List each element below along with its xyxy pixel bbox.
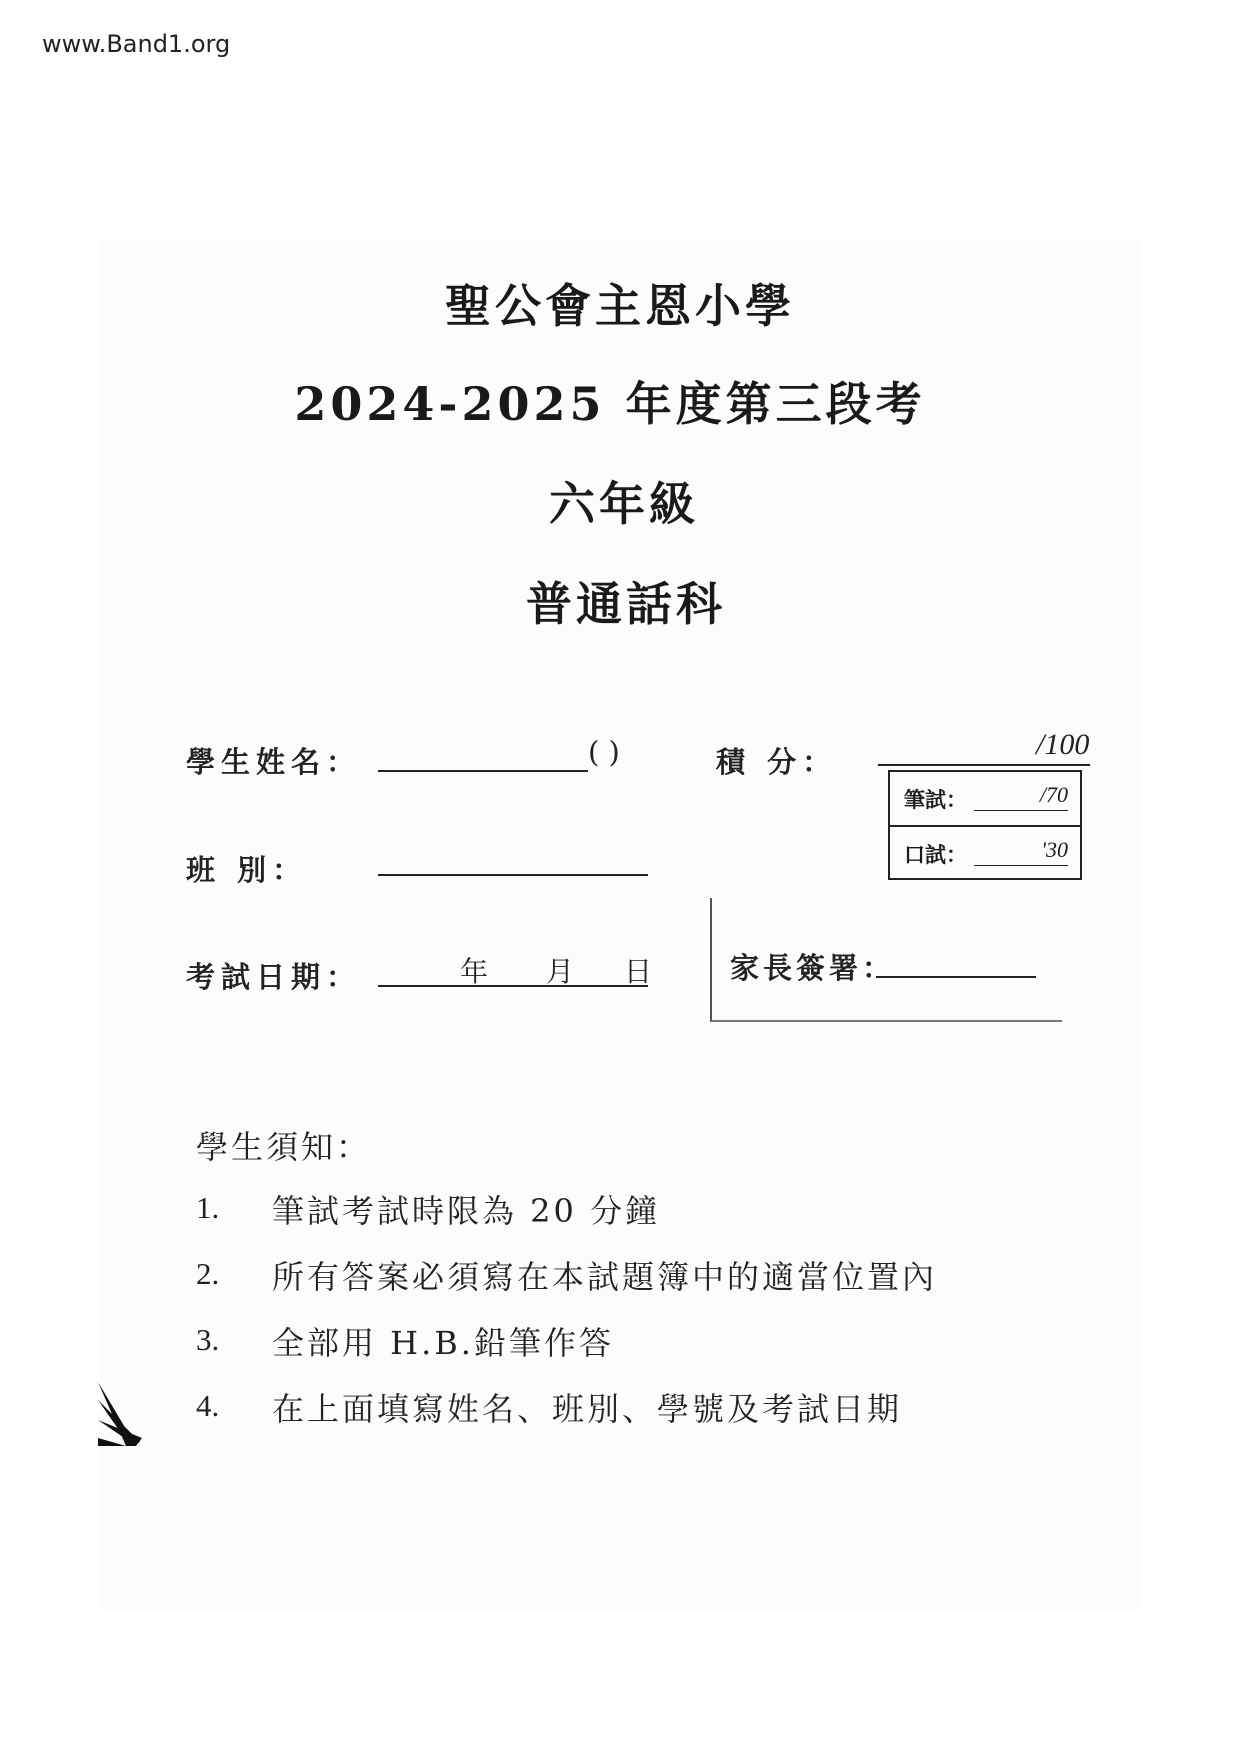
exam-title: 2024-2025 年度第三段考 xyxy=(294,377,926,431)
seat-number-parens: ( ) xyxy=(588,735,620,769)
instruction-item: 筆試考試時限為 20 分鐘 xyxy=(272,1192,661,1230)
written-score-row xyxy=(890,772,1080,824)
instruction-item: 所有答案必須寫在本試題簿中的適當位置內 xyxy=(272,1258,938,1296)
score-label: 積 分： xyxy=(716,745,838,779)
written-score-line[interactable] xyxy=(974,810,1068,811)
student-name-line[interactable] xyxy=(378,770,588,772)
instruction-item: 在上面填寫姓名、班別、學號及考試日期 xyxy=(272,1390,903,1428)
date-day: 日 xyxy=(624,955,653,988)
exam-date-label: 考試日期： xyxy=(186,960,362,994)
oral-score-row xyxy=(890,825,1080,879)
instruction-item: 全部用 H.B.鉛筆作答 xyxy=(272,1324,614,1362)
class-label: 班 別： xyxy=(186,853,308,887)
instruction-number: 4. xyxy=(196,1388,220,1423)
instructions-heading: 學生須知： xyxy=(196,1128,372,1166)
score-total: /100 xyxy=(1036,728,1090,761)
written-total: /70 xyxy=(1039,782,1068,807)
written-label: 筆試： xyxy=(904,787,967,812)
class-line[interactable] xyxy=(378,874,648,876)
date-year: 年 xyxy=(460,955,489,988)
score-breakdown-box xyxy=(888,770,1082,880)
instruction-number: 1. xyxy=(196,1190,220,1225)
oral-total: '30 xyxy=(1041,837,1068,862)
website-watermark: www.Band1.org xyxy=(42,30,231,58)
instruction-number: 3. xyxy=(196,1322,220,1357)
subject-title: 普通話科 xyxy=(526,577,726,631)
oral-label: 口試： xyxy=(904,842,967,867)
student-name-label: 學生姓名： xyxy=(186,745,362,779)
date-month: 月 xyxy=(546,955,575,988)
school-name: 聖公會主恩小學 xyxy=(445,279,795,333)
grade-title: 六年級 xyxy=(549,477,699,531)
instruction-number: 2. xyxy=(196,1256,220,1291)
binding-mark-icon xyxy=(96,1380,146,1450)
oral-score-line[interactable] xyxy=(974,865,1068,866)
score-line[interactable] xyxy=(878,764,1090,766)
parent-signature-label: 家長簽署： xyxy=(730,951,896,985)
parent-signature-line[interactable] xyxy=(876,976,1036,978)
exam-date-line[interactable] xyxy=(378,985,648,987)
